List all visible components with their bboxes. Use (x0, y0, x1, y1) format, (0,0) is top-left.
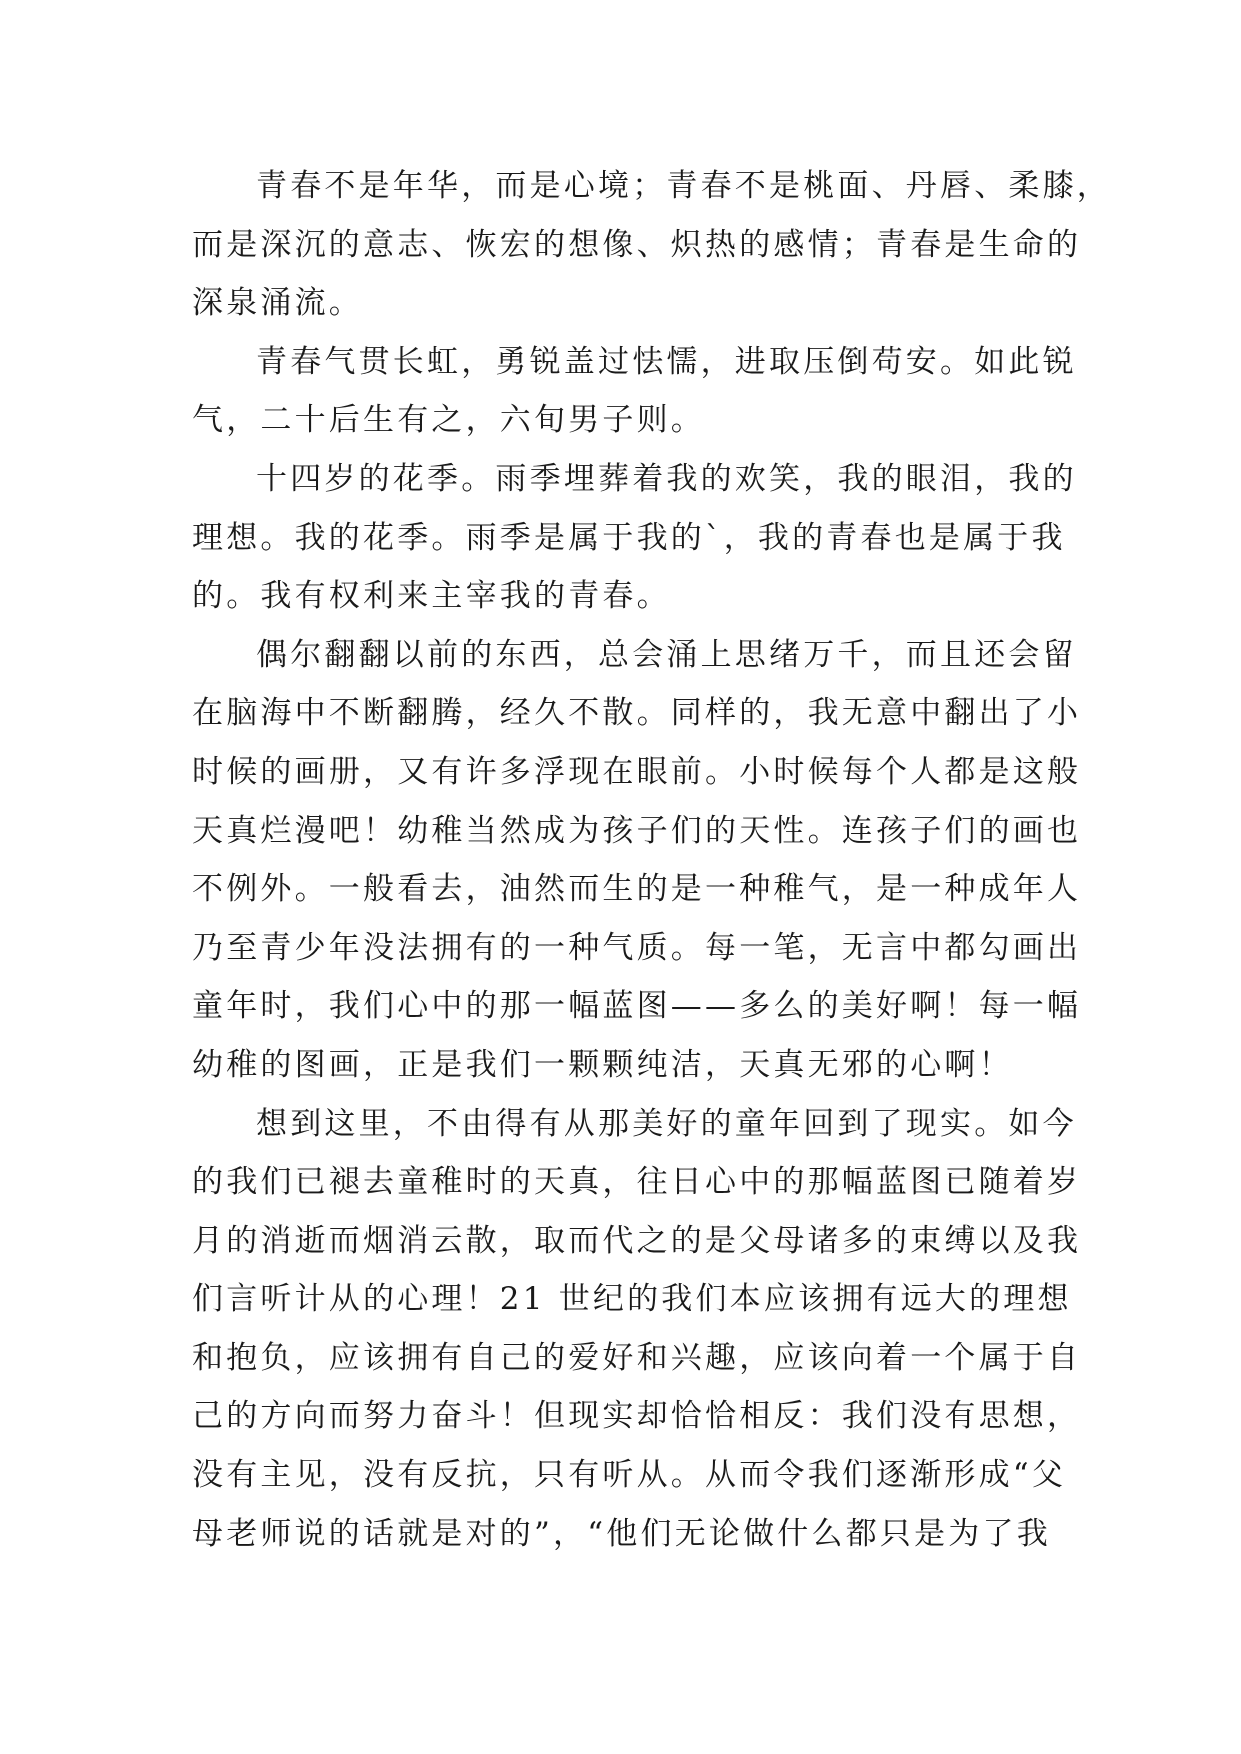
text-line: 乃至青少年没法拥有的一种气质。每一笔，无言中都勾画出 (192, 929, 1082, 966)
text-line: 不例外。一般看去，油然而生的是一种稚气，是一种成年人 (192, 871, 1082, 908)
text-line: 理想。我的花季。雨季是属于我的`，我的青春也是属于我 (192, 519, 1066, 556)
text-line: 天真烂漫吧！幼稚当然成为孩子们的天性。连孩子们的画也 (192, 812, 1082, 849)
text-line: 的我们已褪去童稚时的天真，往日心中的那幅蓝图已随着岁 (192, 1164, 1082, 1201)
text-line: 童年时，我们心中的那一幅蓝图——多么的美好啊！每一幅 (192, 988, 1082, 1025)
body-text (192, 157, 1111, 1563)
text-line: 月的消逝而烟消云散，取而代之的是父母诸多的束缚以及我 (192, 1222, 1082, 1259)
text-line: 偶尔翻翻以前的东西，总会涌上思绪万千，而且还会留 (256, 636, 1077, 673)
text-line: 气，二十后生有之，六旬男子则。 (192, 402, 705, 439)
text-line: 没有主见，没有反抗，只有听从。从而令我们逐渐形成“父 (192, 1457, 1067, 1494)
text-line: 时候的画册，又有许多浮现在眼前。小时候每个人都是这般 (192, 753, 1082, 790)
text-line: 想到这里，不由得有从那美好的童年回到了现实。如今 (256, 1105, 1077, 1142)
text-line: 青春气贯长虹，勇锐盖过怯懦，进取压倒苟安。如此锐 (256, 343, 1077, 380)
text-line: 深泉涌流。 (192, 285, 363, 322)
text-line: 青春不是年华，而是心境；青春不是桃面、丹唇、柔膝， (256, 168, 1111, 204)
text-line: 母老师说的话就是对的”，“他们无论做什么都只是为了我 (192, 1515, 1051, 1552)
text-line: 幼稚的图画，正是我们一颗颗纯洁，天真无邪的心啊！ (192, 1046, 1013, 1083)
text-line: 己的方向而努力奋斗！但现实却恰恰相反：我们没有思想， (192, 1398, 1082, 1435)
text-line: 和抱负，应该拥有自己的爱好和兴趣，应该向着一个属于自 (192, 1339, 1082, 1376)
text-line: 在脑海中不断翻腾，经久不散。同样的，我无意中翻出了小 (192, 695, 1082, 732)
text-line: 而是深沉的意志、恢宏的想像、炽热的感情；青春是生命的 (192, 226, 1082, 263)
text-line: 十四岁的花季。雨季埋葬着我的欢笑，我的眼泪，我的 (256, 460, 1077, 497)
text-line: 的。我有权利来主宰我的青春。 (192, 578, 671, 615)
text-line: 们言听计从的心理！21 世纪的我们本应该拥有远大的理想 (192, 1281, 1072, 1318)
